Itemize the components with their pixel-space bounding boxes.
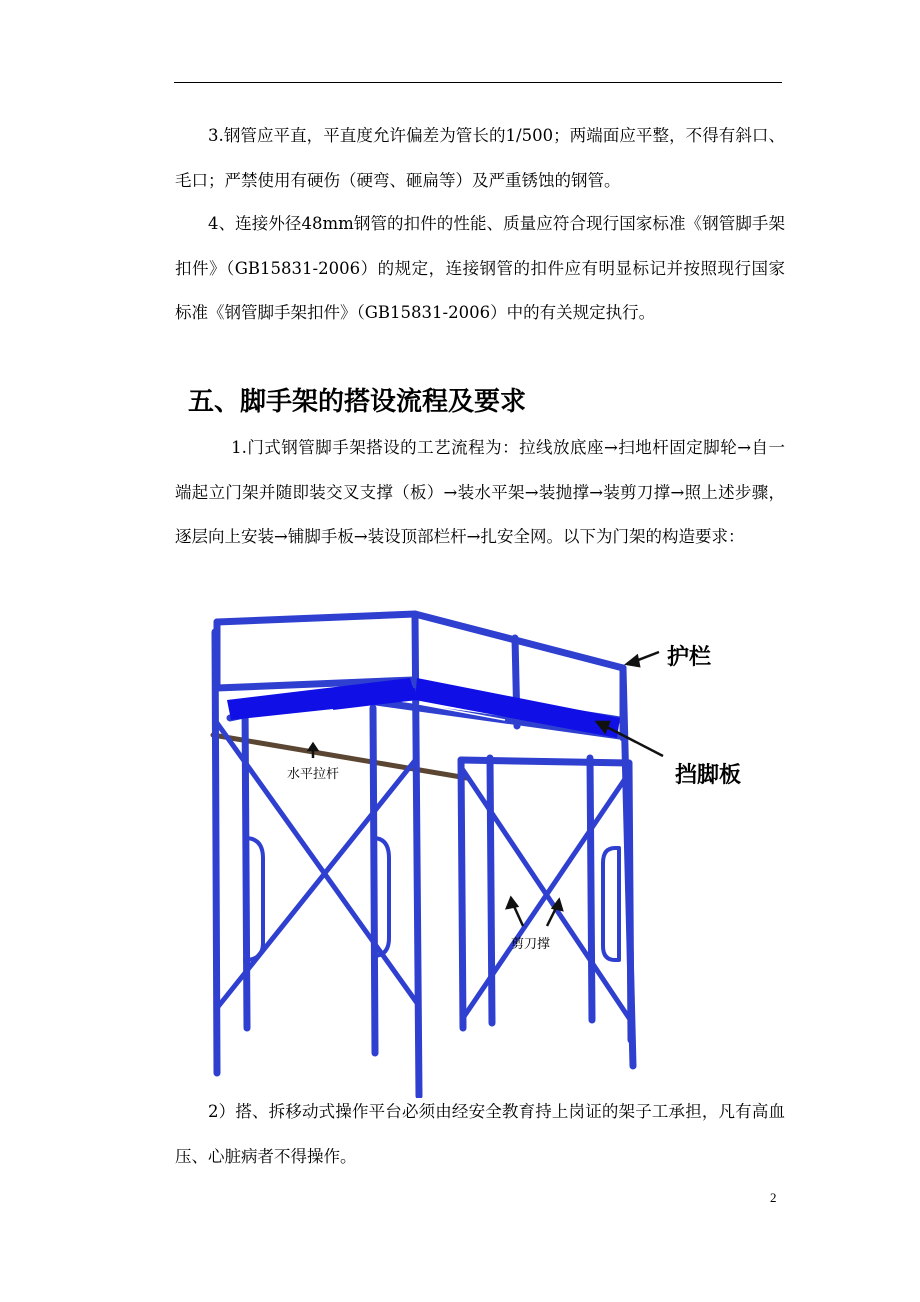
label-guardrail: 护栏 (667, 645, 712, 670)
paragraph-steel-pipe-straightness: 3.钢管应平直，平直度允许偏差为管长的1/500；两端面应平整，不得有斜口、毛口；严禁使用有硬伤（硬弯、砸扁等）及严重锈蚀的钢管。 (175, 126, 785, 190)
paragraph-erection-flow: 1.门式钢管脚手架搭设的工艺流程为：拉线放底座→扫地杆固定脚轮→自一端起立门架并随即装交叉支撑（板）→装水平架→装抛撑→装剪刀撑→照上述步骤，逐层向上安装→铺脚手板→装设顶部栏杆→扎安全网。以下为门架的构造要求： (175, 438, 785, 546)
page-number: 2 (770, 1190, 777, 1205)
scaffold-figure (205, 608, 765, 1098)
header-rule (174, 82, 782, 83)
section-heading: 五、脚手架的搭设流程及要求 (188, 387, 527, 417)
label-scissor-brace: 剪刀撑 (511, 937, 551, 952)
paragraph-operator-requirement: 2）搭、拆移动式操作平台必须由经安全教育持上岗证的架子工承担，凡有高血压、心脏病者不得操作。 (175, 1102, 785, 1166)
label-horizontal-bar: 水平拉杆 (287, 767, 340, 782)
label-toeboard: 挡脚板 (675, 763, 742, 788)
paragraph-coupler-standard: 4、连接外径48mm钢管的扣件的性能、质量应符合现行国家标准《钢管脚手架扣件》（GB15831-2006）的规定，连接钢管的扣件应有明显标记并按照现行国家标准《钢管脚手架扣件》（GB15831-2006）中的有关规定执行。 (175, 214, 785, 322)
